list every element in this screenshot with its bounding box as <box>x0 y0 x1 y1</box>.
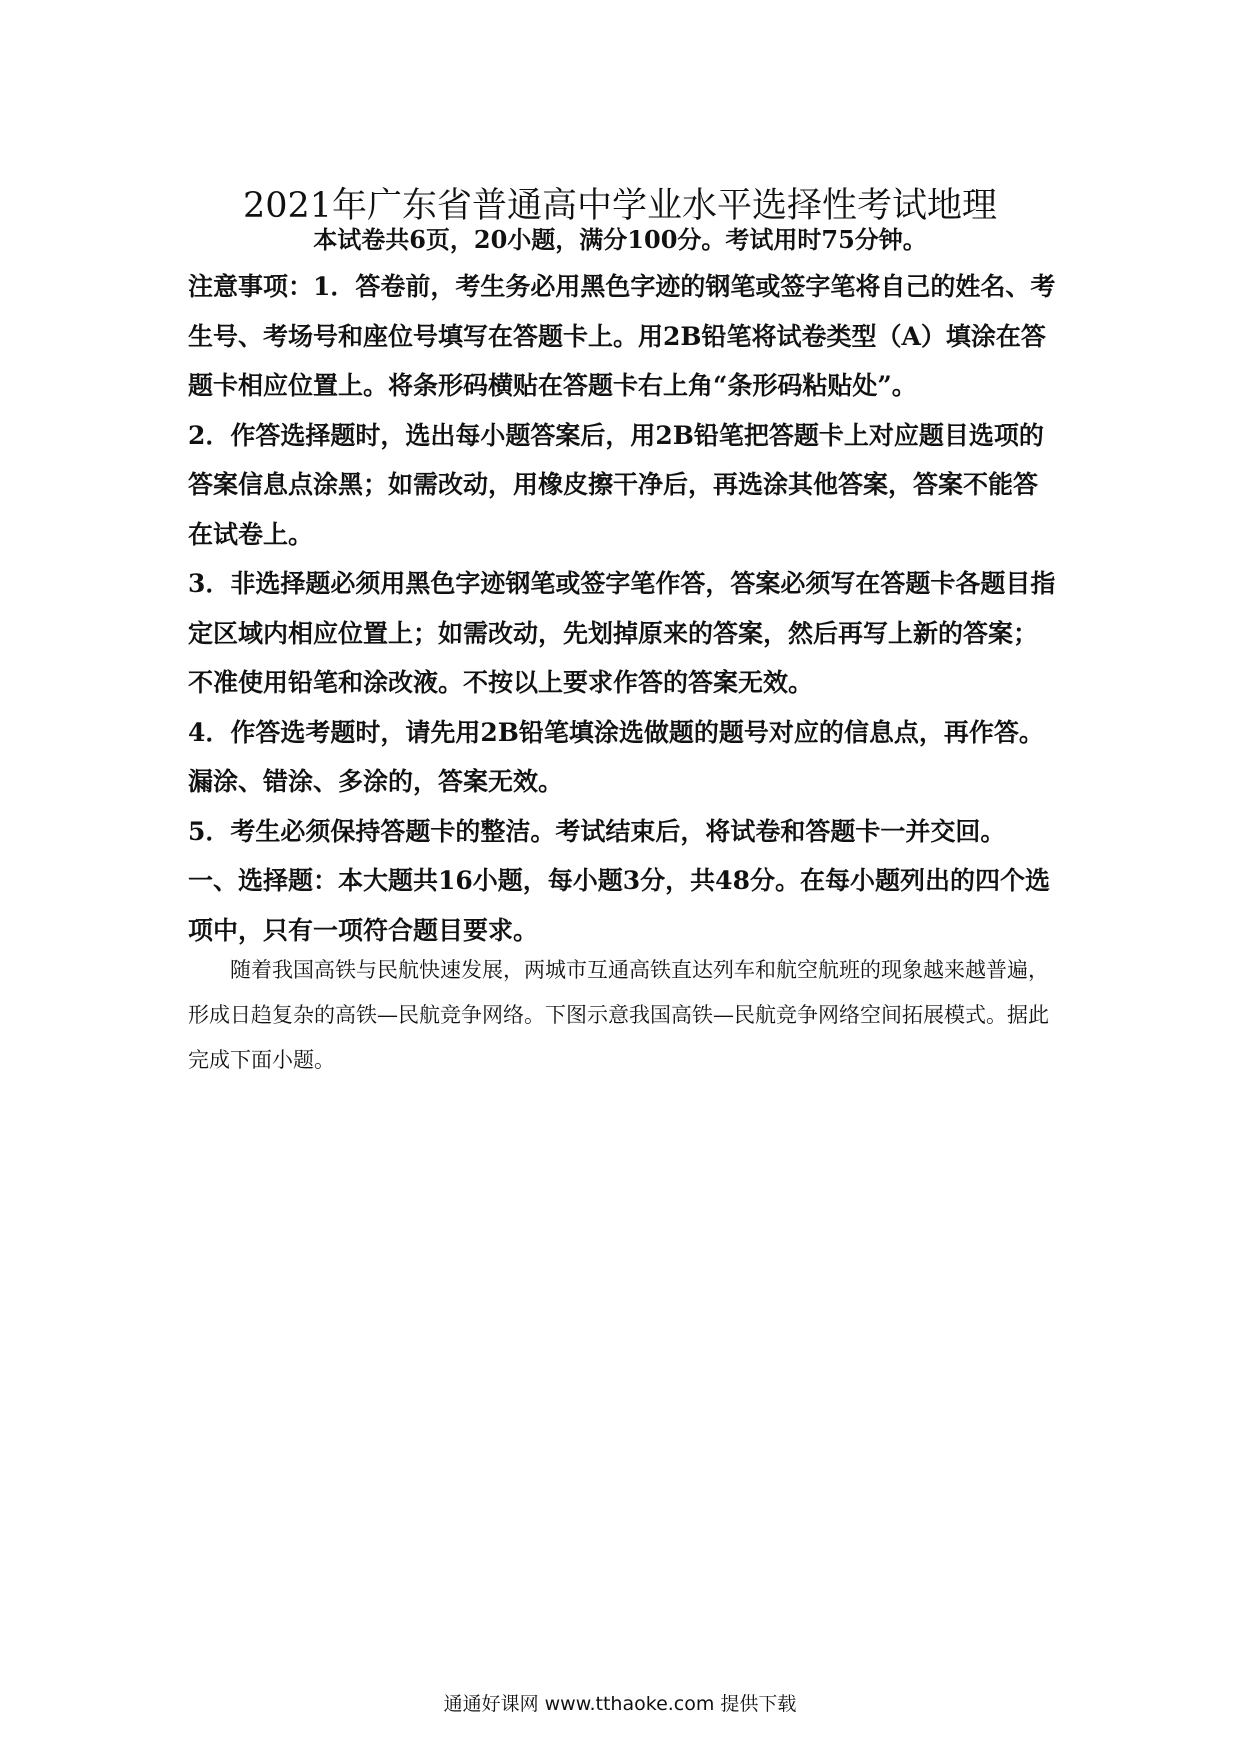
reading-passage <box>188 948 1058 1083</box>
instruction-item-4: 4．作答选考题时，请先用2B铅笔填涂选做题的题号对应的信息点，再作答。漏涂、错涂、多涂的，答案无效。 <box>188 717 1044 796</box>
instruction-item-1: 注意事项：1．答卷前，考生务必用黑色字迹的钢笔或签字笔将自己的姓名、考生号、考场号和座位号填写在答题卡上。用2B铅笔将试卷类型（A）填涂在答题卡相应位置上。将条形码横贴在答题卡右上角“条形码粘贴处”。 <box>188 272 1056 400</box>
instruction-item-3: 3．非选择题必须用黑色字迹钢笔或签字笔作答，答案必须写在答题卡各题目指定区域内相应位置上；如需改动，先划掉原来的答案，然后再写上新的答案；不准使用铅笔和涂改液。不按以上要求作答的答案无效。 <box>188 569 1056 697</box>
instruction-item-2: 2．作答选择题时，选出每小题答案后，用2B铅笔把答题卡上对应题目选项的答案信息点涂黑；如需改动，用橡皮擦干净后，再选涂其他答案，答案不能答在试卷上。 <box>188 420 1044 549</box>
instructions <box>188 262 1058 955</box>
footer-watermark: 通通好课网 www.tthaoke.com 提供下载 <box>443 1693 797 1715</box>
page-title: 2021年广东省普通高中学业水平选择性考试地理 <box>242 186 998 227</box>
exam-info: 本试卷共6页，20小题，满分100分。考试用时75分钟。 <box>313 225 927 254</box>
instruction-item-5: 5．考生必须保持答题卡的整洁。考试结束后，将试卷和答题卡一并交回。 <box>188 816 1006 846</box>
section-heading: 一、选择题：本大题共16小题，每小题3分，共48分。在每小题列出的四个选项中，只有一项符合题目要求。 <box>188 866 1050 945</box>
passage-text: 随着我国高铁与民航快速发展，两城市互通高铁直达列车和航空航班的现象越来越普遍，形成日趋复杂的高铁—民航竞争网络。下图示意我国高铁—民航竞争网络空间拓展模式。据此完成下面小题。 <box>188 958 1049 1072</box>
